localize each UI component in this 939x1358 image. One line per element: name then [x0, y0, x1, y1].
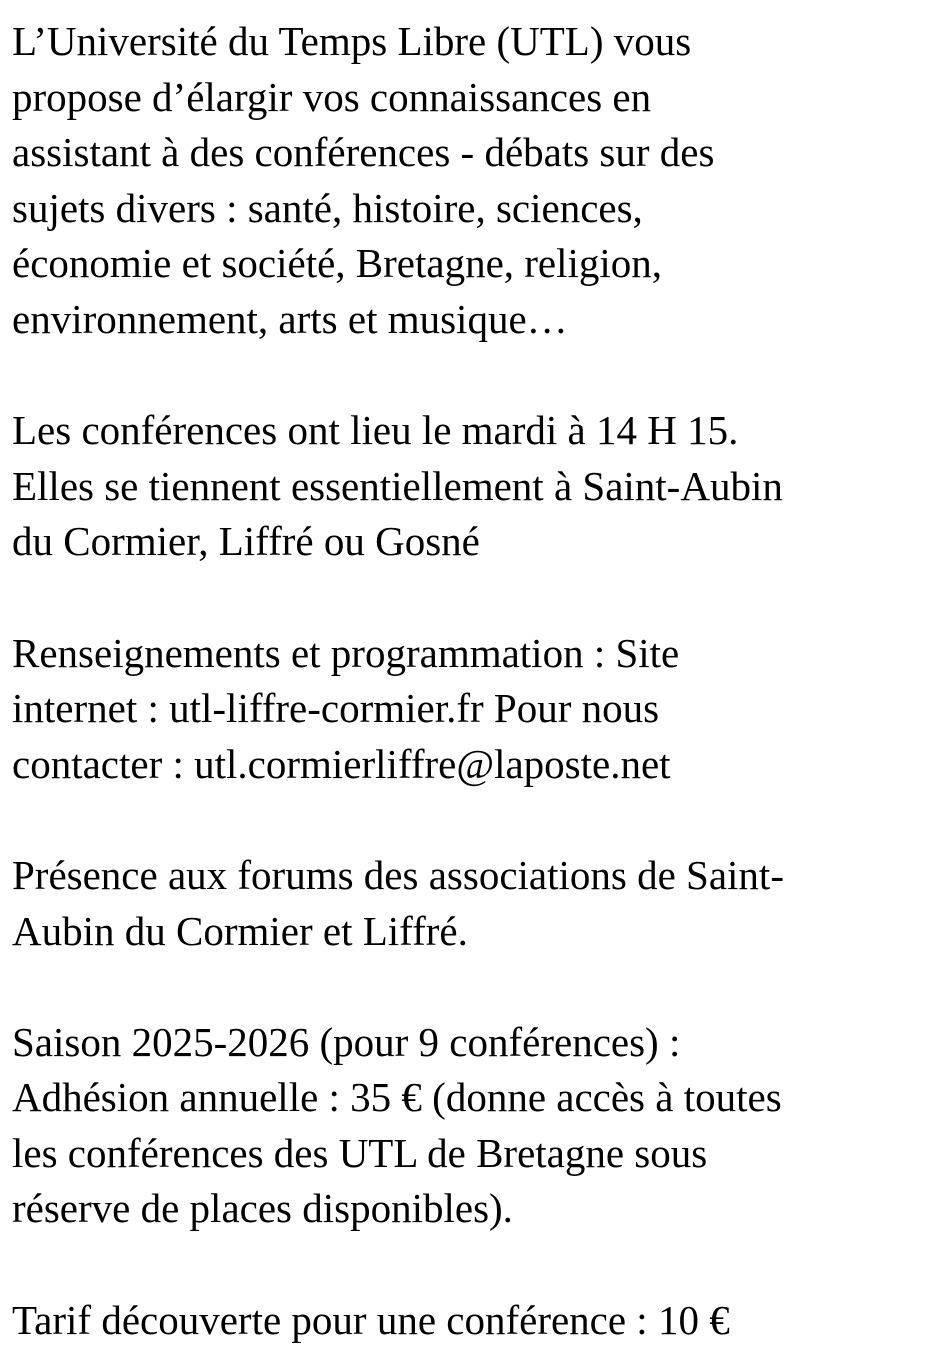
paragraph-gap: [12, 570, 932, 626]
text-line: Saison 2025-2026 (pour 9 conférences) :: [12, 1018, 681, 1065]
text-line: réserve de places disponibles).: [12, 1185, 513, 1232]
text-line: du Cormier, Liffré ou Gosné: [12, 518, 480, 565]
paragraph-forums: [12, 848, 932, 959]
text-line: économie et société, Bretagne, religion,: [12, 240, 663, 287]
paragraph-intro: [12, 14, 932, 348]
paragraph-gap: [12, 348, 932, 404]
text-line: L’Université du Temps Libre (UTL) vous: [12, 18, 692, 64]
text-line: les conférences des UTL de Bretagne sous: [12, 1129, 708, 1176]
text-line: assistant à des conférences - débats sur des: [12, 129, 715, 176]
text-line: sujets divers : santé, histoire, sciences,: [12, 184, 643, 231]
text-line: Renseignements et programmation : Site: [12, 629, 680, 676]
text-line: Adhésion annuelle : 35 € (donne accès à toutes: [12, 1074, 782, 1121]
paragraph-gap: [12, 959, 932, 1015]
paragraph-season-pricing: [12, 1015, 932, 1237]
text-line: Présence aux forums des associations de Saint-: [12, 851, 784, 898]
text-line: Tarif découverte pour une conférence : 10 €: [12, 1296, 730, 1343]
text-line: Les conférences ont lieu le mardi à 14 H 15.: [12, 407, 739, 454]
paragraph-schedule: [12, 403, 932, 570]
paragraph-gap: [12, 792, 932, 848]
paragraph-gap: [12, 1237, 932, 1293]
text-line: internet : utl-liffre-cormier.fr Pour nous: [12, 685, 660, 732]
text-line: contacter : utl.cormierliffre@laposte.net: [12, 740, 671, 787]
document-body: [12, 14, 932, 1348]
paragraph-discovery-price: [12, 1293, 932, 1349]
text-line: propose d’élargir vos connaissances en: [12, 73, 652, 120]
text-line: environnement, arts et musique…: [12, 295, 568, 342]
text-line: Aubin du Cormier et Liffré.: [12, 907, 468, 954]
text-line: Elles se tiennent essentiellement à Saint-Aubin: [12, 462, 783, 509]
paragraph-contact: [12, 626, 932, 793]
